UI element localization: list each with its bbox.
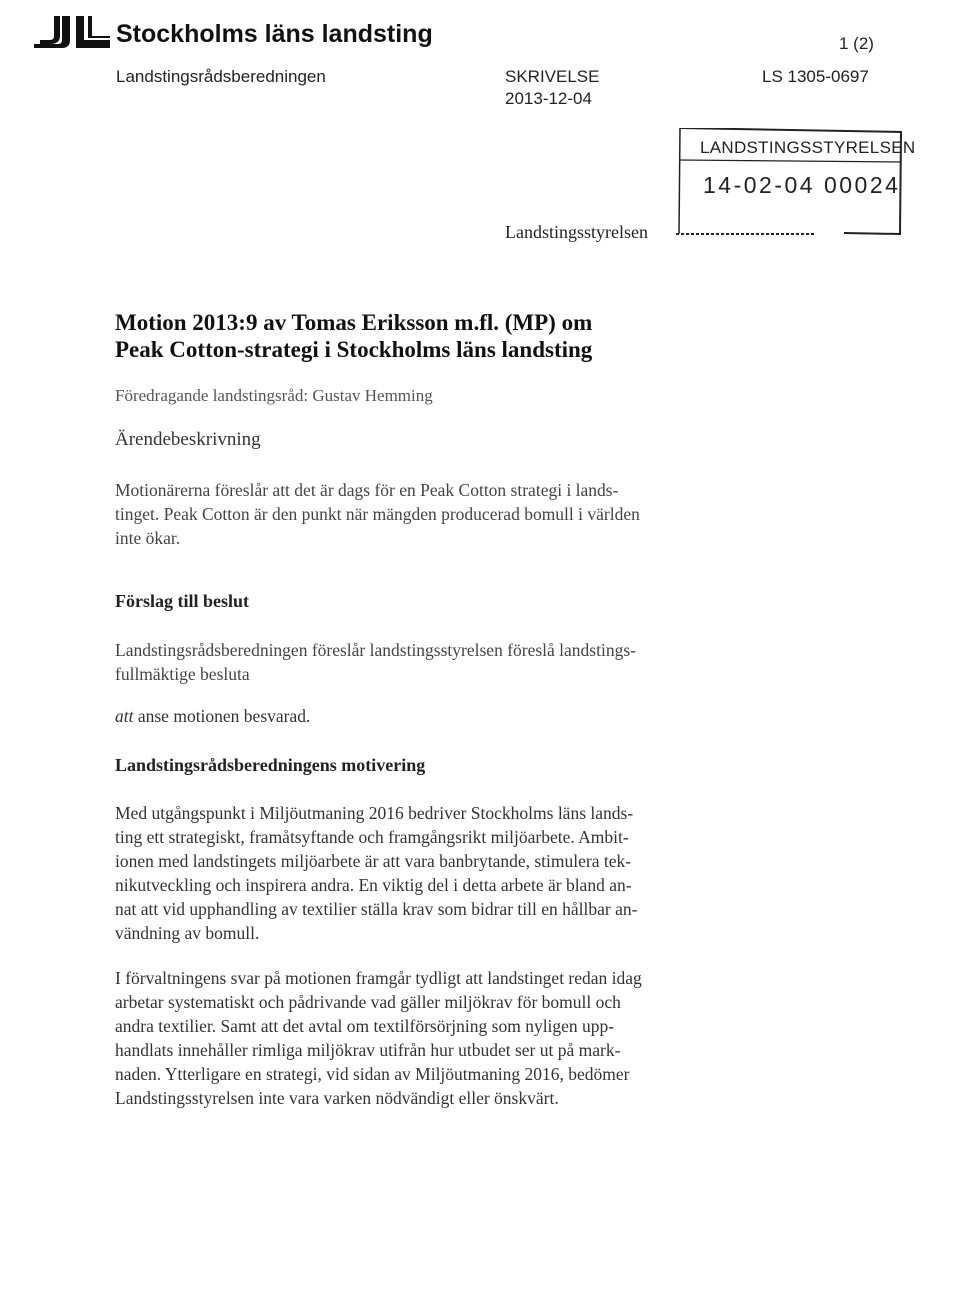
document-type: SKRIVELSE: [505, 67, 600, 86]
document-date: 2013-12-04: [505, 89, 592, 108]
text-line: Landstingsstyrelsen inte vara varken nödvändigt eller önskvärt.: [115, 1088, 559, 1108]
text-line: nikutveckling och inspirera andra. En viktig del i detta arbete är bland an-: [115, 875, 632, 895]
text-line: inte ökar.: [115, 528, 181, 548]
text-line: arbetar systematiskt och pådrivande vad gäller miljökrav för bomull och: [115, 992, 621, 1012]
section-heading-proposal: Förslag till beslut: [115, 591, 249, 611]
document-title-line-2: Peak Cotton-strategi i Stockholms läns landsting: [115, 337, 593, 362]
decision-line: [115, 706, 310, 727]
text-line: vändning av bomull.: [115, 923, 260, 943]
text-line: Motionärerna föreslår att det är dags för en Peak Cotton strategi i lands-: [115, 480, 619, 500]
text-line: nat att vid upphandling av textilier ställa krav som bidrar till en hållbar an-: [115, 899, 638, 919]
stamp-organization: LANDSTINGSSTYRELSEN: [700, 138, 916, 157]
text-line: andra textilier. Samt att det avtal om textilförsörjning som nyligen upp-: [115, 1016, 615, 1036]
page-number: 1 (2): [839, 34, 874, 53]
stamp-number: 14-02-04 00024: [703, 172, 901, 198]
motivation-paragraph-2: [115, 966, 735, 1110]
section-heading-motivation: Landstingsrådsberedningens motivering: [115, 755, 426, 775]
text-line: Med utgångspunkt i Miljöutmaning 2016 bedriver Stockholms läns lands-: [115, 803, 634, 823]
decision-att: att: [115, 706, 134, 726]
text-line: tinget. Peak Cotton är den punkt när mängden producerad bomull i världen: [115, 504, 640, 524]
text-line: handlats innehåller rimliga miljökrav utifrån hur utbudet ser ut på mark-: [115, 1040, 621, 1060]
sll-logo-icon: [32, 14, 112, 54]
document-title-line-1: Motion 2013:9 av Tomas Eriksson m.fl. (MP) om: [115, 310, 593, 335]
text-line: ting ett strategiskt, framåtsyftande och framgångsrikt miljöarbete. Ambit-: [115, 827, 629, 847]
text-line: ionen med landstingets miljöarbete är att vara banbrytande, stimulera tek-: [115, 851, 632, 871]
case-description: [115, 478, 735, 550]
text-line: I förvaltningens svar på motionen framgår tydligt att landstinget redan idag: [115, 968, 642, 988]
org-name: Stockholms läns landsting: [116, 20, 433, 48]
decision-text: anse motionen besvarad.: [133, 706, 311, 726]
proposal-text: [115, 638, 735, 686]
text-line: Landstingsrådsberedningen föreslår landstingsstyrelsen föreslå landstings-: [115, 640, 636, 660]
text-line: fullmäktige besluta: [115, 664, 250, 684]
motivation-paragraph-1: [115, 801, 735, 945]
text-line: naden. Ytterligare en strategi, vid sidan av Miljöutmaning 2016, bedömer: [115, 1064, 630, 1084]
department: Landstingsrådsberedningen: [116, 67, 326, 86]
recipient: Landstingsstyrelsen: [505, 222, 648, 242]
presenter: Föredragande landstingsråd: Gustav Hemming: [115, 386, 433, 405]
section-heading-case: Ärendebeskrivning: [115, 429, 261, 450]
reference-number: LS 1305-0697: [762, 67, 869, 86]
